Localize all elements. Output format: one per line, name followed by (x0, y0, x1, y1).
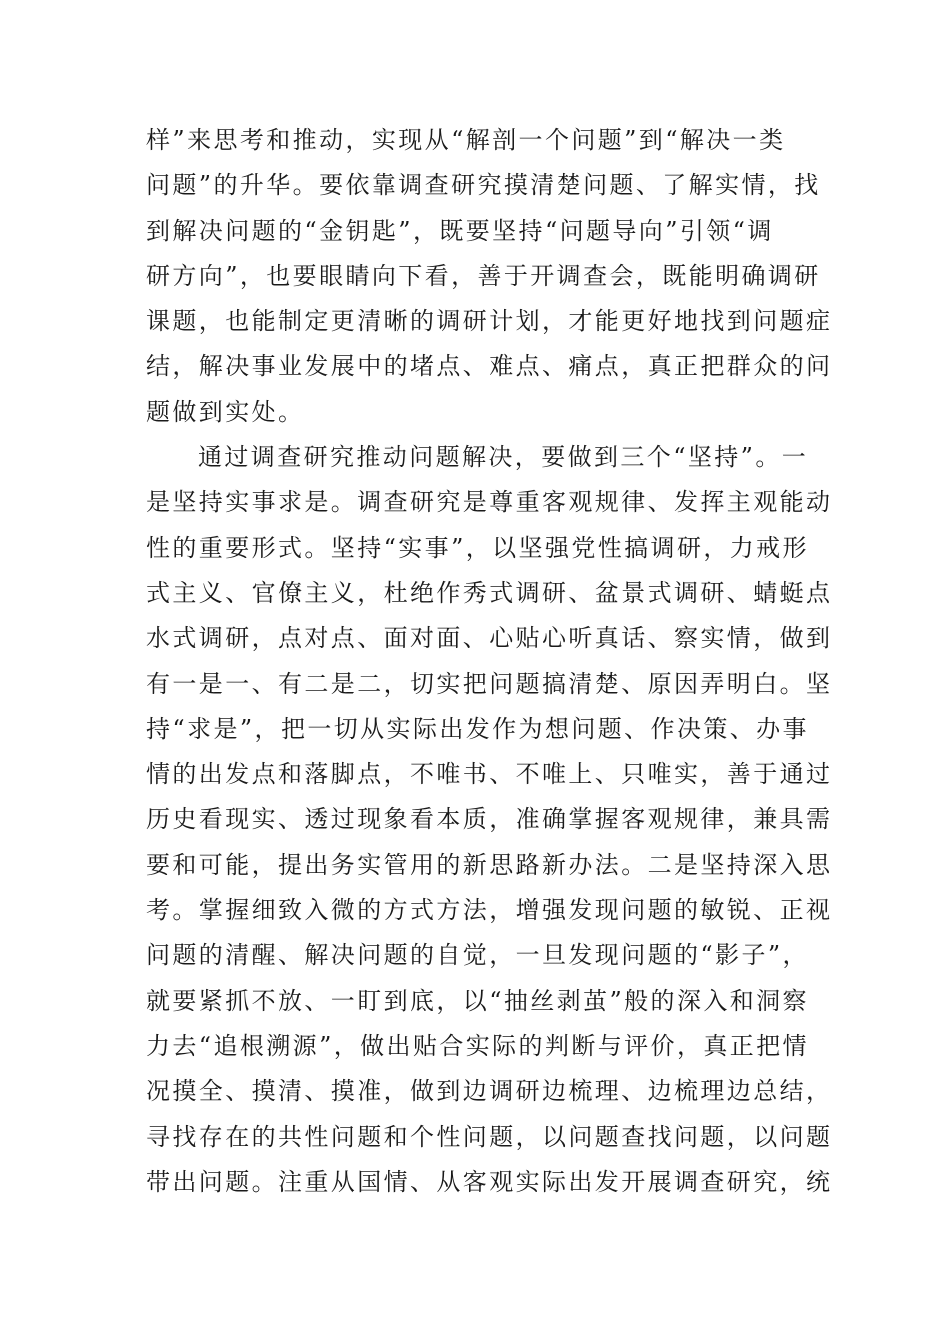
text-line: 到解决问题的“金钥匙”，既要坚持“问题导向”引领“调 (146, 216, 774, 245)
paragraph-first-line: 通过调查研究推动问题解决，要做到三个“坚持”。一 (198, 443, 809, 472)
text-line: 持“求是”，把一切从实际出发作为想问题、作决策、办事 (146, 714, 809, 743)
text-line: 课题，也能制定更清晰的调研计划，才能更好地找到问题症 (146, 307, 833, 336)
text-line: 带出问题。注重从国情、从客观实际出发开展调查研究，统 (146, 1167, 833, 1196)
text-line: 况摸全、摸清、摸准，做到边调研边梳理、边梳理边总结， (146, 1077, 833, 1106)
text-line: 是坚持实事求是。调查研究是尊重客观规律、发挥主观能动 (146, 488, 833, 517)
text-line: 情的出发点和落脚点，不唯书、不唯上、只唯实，善于通过 (146, 760, 833, 789)
text-line: 题做到实处。 (146, 397, 305, 426)
text-line: 问题”的升华。要依靠调查研究摸清楚问题、了解实情，找 (146, 171, 821, 200)
text-line: 性的重要形式。坚持“实事”，以坚强党性搞调研，力戒形 (146, 533, 809, 562)
text-line: 寻找存在的共性问题和个性问题，以问题查找问题，以问题 (146, 1122, 833, 1151)
text-line: 结，解决事业发展中的堵点、难点、痛点，真正把群众的问 (146, 352, 833, 381)
body-text (146, 118, 833, 1205)
text-line: 样”来思考和推动，实现从“解剖一个问题”到“解决一类 (146, 126, 786, 154)
text-line: 考。掌握细致入微的方式方法，增强发现问题的敏锐、正视 (146, 896, 833, 925)
text-line: 水式调研，点对点、面对面、心贴心听真话、察实情，做到 (146, 624, 833, 653)
text-line: 历史看现实、透过现象看本质，准确掌握客观规律，兼具需 (146, 805, 833, 834)
text-line: 研方向”，也要眼睛向下看，善于开调查会，既能明确调研 (146, 261, 821, 290)
text-line: 要和可能，提出务实管用的新思路新办法。二是坚持深入思 (146, 850, 833, 879)
text-line: 式主义、官僚主义，杜绝作秀式调研、盆景式调研、蜻蜓点 (146, 578, 833, 607)
text-line: 有一是一、有二是二，切实把问题搞清楚、原因弄明白。坚 (146, 669, 833, 698)
text-line: 力去“追根溯源”，做出贴合实际的判断与评价，真正把情 (146, 1031, 809, 1060)
text-line: 问题的清醒、解决问题的自觉，一旦发现问题的“影子”， (146, 941, 809, 970)
text-line: 就要紧抓不放、一盯到底，以“抽丝剥茧”般的深入和洞察 (146, 986, 809, 1015)
